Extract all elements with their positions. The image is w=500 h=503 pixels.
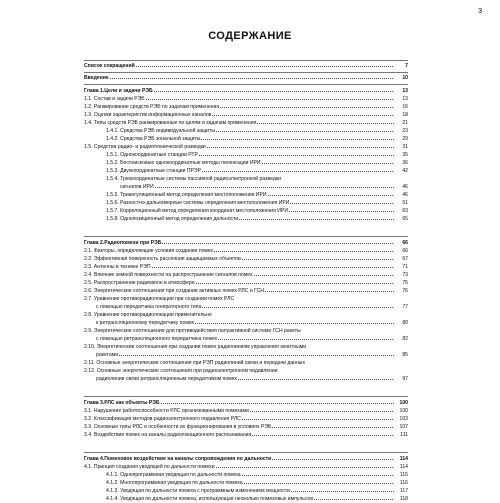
toc-entry-number: 1.4.1.	[106, 128, 121, 134]
toc-entry-number: 3.3.	[84, 424, 94, 430]
toc-entry-number: 2.11.	[84, 360, 97, 366]
toc-entry-text	[84, 360, 305, 367]
toc-entry-text	[106, 216, 238, 223]
toc-entry-title: сигналов ИРИ	[120, 184, 154, 190]
toc-entry-number: 2.2.	[84, 256, 94, 262]
leader-dots	[146, 99, 394, 100]
toc-entry-text	[106, 192, 267, 199]
toc-page-number: 103	[399, 416, 408, 422]
divider	[84, 60, 408, 61]
leader-dots	[214, 251, 394, 252]
leader-dots	[250, 411, 394, 412]
leader-dots	[252, 435, 394, 436]
toc-page-number: 77	[402, 304, 408, 310]
leader-dots	[110, 78, 394, 79]
toc-entry-title: Энергетические соотношения при создании помех радиолиниям управления зенитными	[96, 344, 307, 350]
divider	[84, 236, 408, 237]
toc-entry-title: Средства РЭБ индивидуальной защиты	[120, 128, 216, 134]
toc-entry-text	[84, 120, 256, 127]
toc-page-number: 107	[399, 424, 408, 430]
toc-entry	[84, 96, 408, 103]
toc-entry-title: Введение	[84, 75, 109, 81]
leader-dots	[202, 171, 394, 172]
toc-entry-title: Глава 1.Цели и задачи РЭБ	[84, 88, 153, 94]
toc-page-number: 114	[399, 456, 408, 462]
toc-entry	[84, 480, 408, 487]
toc-page-number: 36	[402, 160, 408, 166]
leader-dots	[155, 187, 394, 188]
toc-heading	[84, 240, 408, 247]
leader-dots	[196, 283, 394, 284]
toc-entry	[84, 336, 408, 343]
toc-entry	[84, 200, 408, 207]
toc-entry-text	[84, 344, 306, 351]
leader-dots	[154, 91, 394, 92]
toc-entry-number: 2.3.	[84, 264, 94, 270]
toc-entry	[84, 216, 408, 223]
leader-dots	[136, 66, 394, 67]
toc-entry-number: 4.1.	[84, 464, 94, 470]
toc-heading	[84, 63, 408, 70]
toc-entry-number: 1.2.	[84, 104, 94, 110]
toc-entry	[84, 152, 408, 159]
toc-entry-title: Трехкоординатные системы пассивной радиоэлектронной разведки	[120, 176, 281, 182]
toc-entry-text	[84, 104, 219, 111]
toc-entry-title: Эффективная поверхность рассеяния защищаемых объектов	[93, 256, 241, 262]
toc-entry	[84, 368, 408, 375]
toc-entry	[84, 360, 408, 367]
leader-dots	[242, 259, 394, 260]
leader-dots	[291, 491, 394, 492]
toc-entry-number: 2.8.	[84, 312, 94, 318]
toc-entry-text	[106, 152, 198, 159]
toc-entry-title: Основные энергетические соотношения при радиоэлектронном подавлении	[96, 368, 278, 374]
toc-page-number: 31	[402, 144, 408, 150]
toc-entry-text	[84, 312, 212, 319]
toc-entry-title: Однопозиционный метод определения дальности	[120, 216, 239, 222]
toc-page-number: 117	[399, 488, 408, 494]
toc-entry-text	[84, 464, 215, 471]
toc-entry	[84, 488, 408, 495]
toc-entry-title: Классификация методов радиоэлектронного подавления РЛС	[93, 416, 241, 422]
toc-entry	[84, 304, 408, 311]
toc-entry-title: Факторы, определяющие условия создания помех	[93, 248, 214, 254]
toc-entry-number: 2.9.	[84, 328, 94, 334]
toc-entry	[84, 192, 408, 199]
toc-entry	[84, 128, 408, 135]
toc-entry	[84, 184, 408, 191]
toc-entry-title: с помощью передатчика генераторного типа	[96, 304, 202, 310]
toc-entry-title: Средства радио- и радиотехнической разведки	[93, 144, 206, 150]
toc-entry-title: Однопрограммная уводящая по дальности помеха	[120, 472, 241, 478]
toc-entry-title: Список сокращений	[84, 63, 135, 69]
toc-entry-title: Уравнение противорадиолокации при создании помех РЛС	[93, 296, 235, 302]
toc-page-number: 13	[402, 88, 408, 94]
toc-entry	[84, 280, 408, 287]
leader-dots	[161, 403, 394, 404]
toc-entry-text	[84, 456, 271, 463]
toc-entry	[84, 288, 408, 295]
toc-entry-title: Триангуляционный метод определения местоположения ИРИ	[120, 192, 267, 198]
leader-dots	[242, 475, 394, 476]
leader-dots	[238, 379, 394, 380]
toc-entry-number: 4.1.4.	[106, 496, 121, 502]
toc-entry-text	[106, 472, 241, 479]
toc-page-number: 7	[405, 63, 408, 69]
leader-dots	[119, 355, 394, 356]
toc-entry-title: Влияние земной поверхности на распространение сигналов помех	[93, 272, 253, 278]
toc-entry-text	[106, 168, 201, 175]
toc-entry-number: 3.1.	[84, 408, 94, 414]
toc-entry-text	[84, 288, 264, 295]
toc-page-number: 29	[402, 136, 408, 142]
toc-page-number: 75	[402, 280, 408, 286]
toc-heading	[84, 456, 408, 463]
toc-page-number: 42	[402, 168, 408, 174]
toc-entry-title: Глава 3.РЛС как объекты РЭБ	[84, 400, 160, 406]
toc-entry-title: Оценки характеристик информационных каналов	[93, 112, 212, 118]
toc-entry	[84, 168, 408, 175]
leader-dots	[239, 219, 394, 220]
toc-entry	[84, 256, 408, 263]
toc-entry-title: Двухкоординатные станции ПРЭР	[120, 168, 201, 174]
toc-entry-number: 1.4.	[84, 120, 94, 126]
toc-entry-title: Ранжирование средств РЭБ по задачам применения	[93, 104, 220, 110]
toc-page-number: 46	[402, 184, 408, 190]
toc-entry-text	[84, 296, 234, 303]
toc-entry-title: с помощью ретрансляционного передатчика помех	[96, 336, 218, 342]
toc-entry-text	[106, 128, 215, 135]
toc-entry-text	[84, 264, 151, 271]
toc-entry-number: 1.5.7.	[106, 208, 121, 214]
toc-entry	[84, 376, 408, 383]
toc-page-number: 80	[402, 320, 408, 326]
leader-dots	[152, 267, 394, 268]
toc-entry-text	[84, 408, 249, 415]
toc-page-number: 73	[402, 272, 408, 278]
toc-entry-text	[84, 432, 251, 439]
toc-page-number: 23	[402, 128, 408, 134]
leader-dots	[199, 155, 394, 156]
toc-entry-text	[84, 280, 195, 287]
toc-entry	[84, 112, 408, 119]
toc-page-number: 82	[402, 336, 408, 342]
toc-entry	[84, 120, 408, 127]
leader-dots	[202, 307, 394, 308]
toc-heading	[84, 75, 408, 82]
toc-entry	[84, 328, 408, 335]
toc-entry-title: ракетами	[96, 352, 119, 358]
leader-dots	[272, 427, 394, 428]
toc-entry	[84, 160, 408, 167]
toc-entry	[84, 264, 408, 271]
toc-entry-text	[84, 96, 145, 103]
toc-entry-text	[106, 488, 290, 495]
toc-entry	[84, 176, 408, 183]
toc-entry-title: Нарушение работоспособности РЛС организованными помехами	[93, 408, 249, 414]
toc-entry-title: радиолинии связи ретрансляционным передатчиком помех	[96, 376, 237, 382]
leader-dots	[254, 275, 394, 276]
toc-entry-number: 1.5.2.	[106, 160, 121, 166]
toc-entry-text	[84, 328, 301, 335]
toc-page-number: 10	[402, 75, 408, 81]
toc-entry-text	[96, 352, 118, 359]
toc-page-number: 111	[400, 432, 408, 438]
leader-dots	[257, 123, 394, 124]
toc-entry-number: 1.5.1.	[106, 152, 121, 158]
toc-entry-number: 4.1.1.	[106, 472, 121, 478]
toc-entry	[84, 416, 408, 423]
toc-page-number: 65	[402, 216, 408, 222]
toc-page-number: 46	[402, 192, 408, 198]
toc-entry-title: Состав и задачи РЭБ	[93, 96, 145, 102]
toc-entry-title: Распространение радиоволн в атмосфере	[93, 280, 195, 286]
toc-page-number: 51	[402, 200, 408, 206]
toc-entry-number: 2.6.	[84, 288, 94, 294]
toc-entry-title: Глава 4.Помеховое воздействие на каналы сопровождения по дальности	[84, 456, 272, 462]
toc-entry-text	[106, 208, 288, 215]
toc-entry-text	[120, 184, 154, 191]
leader-dots	[262, 163, 394, 164]
leader-dots	[195, 323, 394, 324]
toc-entry-number: 4.1.2.	[106, 480, 121, 486]
toc-page-number: 13	[402, 96, 408, 102]
toc-page-number: 114	[399, 464, 408, 470]
toc-entry-text	[106, 200, 289, 207]
toc-entry-title: к ретрансляционному передатчику помех	[96, 320, 195, 326]
toc-entry	[84, 296, 408, 303]
toc-page-number: 100	[399, 408, 408, 414]
toc-entry-title: Принцип создания уводящей по дальности помехи	[93, 464, 215, 470]
toc-entry-text	[84, 144, 206, 151]
toc-page-number: 18	[402, 112, 408, 118]
leader-dots	[220, 107, 394, 108]
toc-entry-text	[106, 176, 281, 183]
toc-entry-title: Энергетические соотношения при создании активных помех РЛС и ГСН	[93, 288, 264, 294]
toc-page-number: 100	[399, 400, 408, 406]
toc-entry-number: 1.5.8.	[106, 216, 121, 222]
toc-entry	[84, 248, 408, 255]
toc-entry-number: 2.10.	[84, 344, 97, 350]
toc-entry-text	[96, 320, 194, 327]
leader-dots	[265, 291, 394, 292]
toc-entry-text	[84, 75, 109, 82]
toc-entry-text	[106, 136, 200, 143]
toc-page-number: 76	[402, 288, 408, 294]
toc-entry-text	[96, 304, 201, 311]
toc-entry-text	[84, 256, 241, 263]
leader-dots	[242, 419, 394, 420]
divider	[84, 72, 408, 73]
toc-entry-number: 2.12.	[84, 368, 97, 374]
toc-entry-text	[96, 336, 217, 343]
toc-entry-text	[84, 88, 153, 95]
leader-dots	[201, 139, 394, 140]
toc-entry-number: 2.4.	[84, 272, 94, 278]
toc-entry-number: 1.5.	[84, 144, 94, 150]
page-number: 3	[478, 6, 483, 15]
toc-entry-number: 2.1.	[84, 248, 94, 254]
toc-entry	[84, 144, 408, 151]
toc-entry-number: 3.2.	[84, 416, 94, 422]
toc-entry-number: 2.7.	[84, 296, 94, 302]
toc-entry	[84, 208, 408, 215]
leader-dots	[212, 115, 394, 116]
toc-entry-number: 1.5.6.	[106, 200, 121, 206]
toc-entry-text	[84, 248, 213, 255]
toc-page-number: 97	[402, 376, 408, 382]
toc-entry	[84, 320, 408, 327]
toc-entry-title: Разностно-дальномерные системы определения местоположения ИРИ	[120, 200, 290, 206]
leader-dots	[162, 243, 394, 244]
toc-page-number: 63	[402, 208, 408, 214]
toc-entry-title: Беспоисковые однокоординатные методы пеленгации ИРИ	[120, 160, 261, 166]
toc-entry-title: Уравнение противорадиолокации применительно	[93, 312, 212, 318]
divider	[84, 452, 408, 453]
divider	[84, 396, 408, 397]
toc-entry	[84, 136, 408, 143]
toc-entry-text	[96, 376, 237, 383]
toc-entry-text	[84, 272, 253, 279]
toc-entry-title: Энергетические соотношения для противодействия полуактивной системе ГСН ракеты	[93, 328, 301, 334]
toc-entry	[84, 352, 408, 359]
page-title: СОДЕРЖАНИЕ	[208, 30, 292, 42]
leader-dots	[207, 147, 394, 148]
toc-entry-text	[84, 63, 135, 70]
toc-entry-number: 1.1.	[84, 96, 94, 102]
toc-entry	[84, 104, 408, 111]
leader-dots	[216, 131, 394, 132]
toc-entry-number: 1.5.4.	[106, 176, 121, 182]
leader-dots	[218, 339, 394, 340]
toc-page-number: 118	[399, 496, 408, 502]
toc-entry-title: Типы средств РЭБ ранжированные по целям и задачам применения	[93, 120, 257, 126]
leader-dots	[289, 211, 394, 212]
toc-page-number: 67	[402, 256, 408, 262]
toc-entry	[84, 464, 408, 471]
toc-page-number: 66	[402, 248, 408, 254]
toc	[84, 60, 408, 500]
toc-entry-title: Воздействие помех на каналы радиолокационного распознавания	[93, 432, 252, 438]
toc-entry-number: 4.1.3.	[106, 488, 121, 494]
divider	[84, 84, 408, 85]
leader-dots	[290, 203, 394, 204]
toc-entry-title: Основные энергетические соотношения при РЭП радиолиний связи и передачи данных	[96, 360, 305, 366]
toc-heading	[84, 88, 408, 95]
toc-entry	[84, 424, 408, 431]
toc-entry-text	[106, 160, 261, 167]
toc-entry-text	[84, 240, 161, 247]
leader-dots	[216, 467, 394, 468]
toc-page-number: 16	[402, 104, 408, 110]
toc-entry	[84, 312, 408, 319]
toc-entry-title: Антенны в технике РЭП	[93, 264, 151, 270]
toc-page-number: 35	[402, 152, 408, 158]
toc-entry-number: 2.5.	[84, 280, 94, 286]
toc-entry-title: Основные типы РЛС и особенности их функционирования в условиях РЭБ	[93, 424, 272, 430]
toc-entry	[84, 344, 408, 351]
toc-page-number: 85	[402, 352, 408, 358]
toc-entry-title: Средства РЭБ зональной защиты	[120, 136, 201, 142]
toc-entry-number: 1.5.3.	[106, 168, 121, 174]
toc-entry-title: Уводящая по дальности помеха с программным изменением мощности	[120, 488, 290, 494]
toc-entry-title: Корреляционный метод определения координат местоположения ИРИ	[120, 208, 288, 214]
toc-entry-text	[106, 480, 243, 487]
toc-entry	[84, 432, 408, 439]
toc-entry-text	[84, 400, 160, 407]
toc-entry-text	[84, 424, 271, 431]
toc-entry-title: Однокоординатные станции РТР	[120, 152, 198, 158]
toc-entry-number: 3.4.	[84, 432, 94, 438]
toc-page-number: 116	[399, 480, 408, 486]
toc-page-number: 115	[399, 472, 408, 478]
leader-dots	[268, 195, 394, 196]
toc-entry-title: Многопрограммная уводящая по дальности помеха	[120, 480, 243, 486]
toc-entry-text	[84, 368, 278, 375]
toc-heading	[84, 400, 408, 407]
toc-entry-number: 1.4.2.	[106, 136, 121, 142]
toc-entry-number: 1.3.	[84, 112, 94, 118]
toc-entry-number: 1.5.5.	[106, 192, 121, 198]
toc-entry-text	[84, 112, 211, 119]
toc-entry-title: Уводящая по дальности помеха, использующая несколько помеховых импульсов	[120, 496, 314, 502]
toc-entry	[84, 472, 408, 479]
toc-page-number: 71	[402, 264, 408, 270]
toc-page-number: 21	[402, 120, 408, 126]
leader-dots	[272, 459, 394, 460]
toc-page-number: 66	[402, 240, 408, 246]
toc-entry	[84, 272, 408, 279]
toc-entry-text	[84, 416, 241, 423]
toc-entry-title: Глава 2.Радиопомехи при РЭБ	[84, 240, 162, 246]
leader-dots	[244, 483, 394, 484]
toc-entry	[84, 408, 408, 415]
